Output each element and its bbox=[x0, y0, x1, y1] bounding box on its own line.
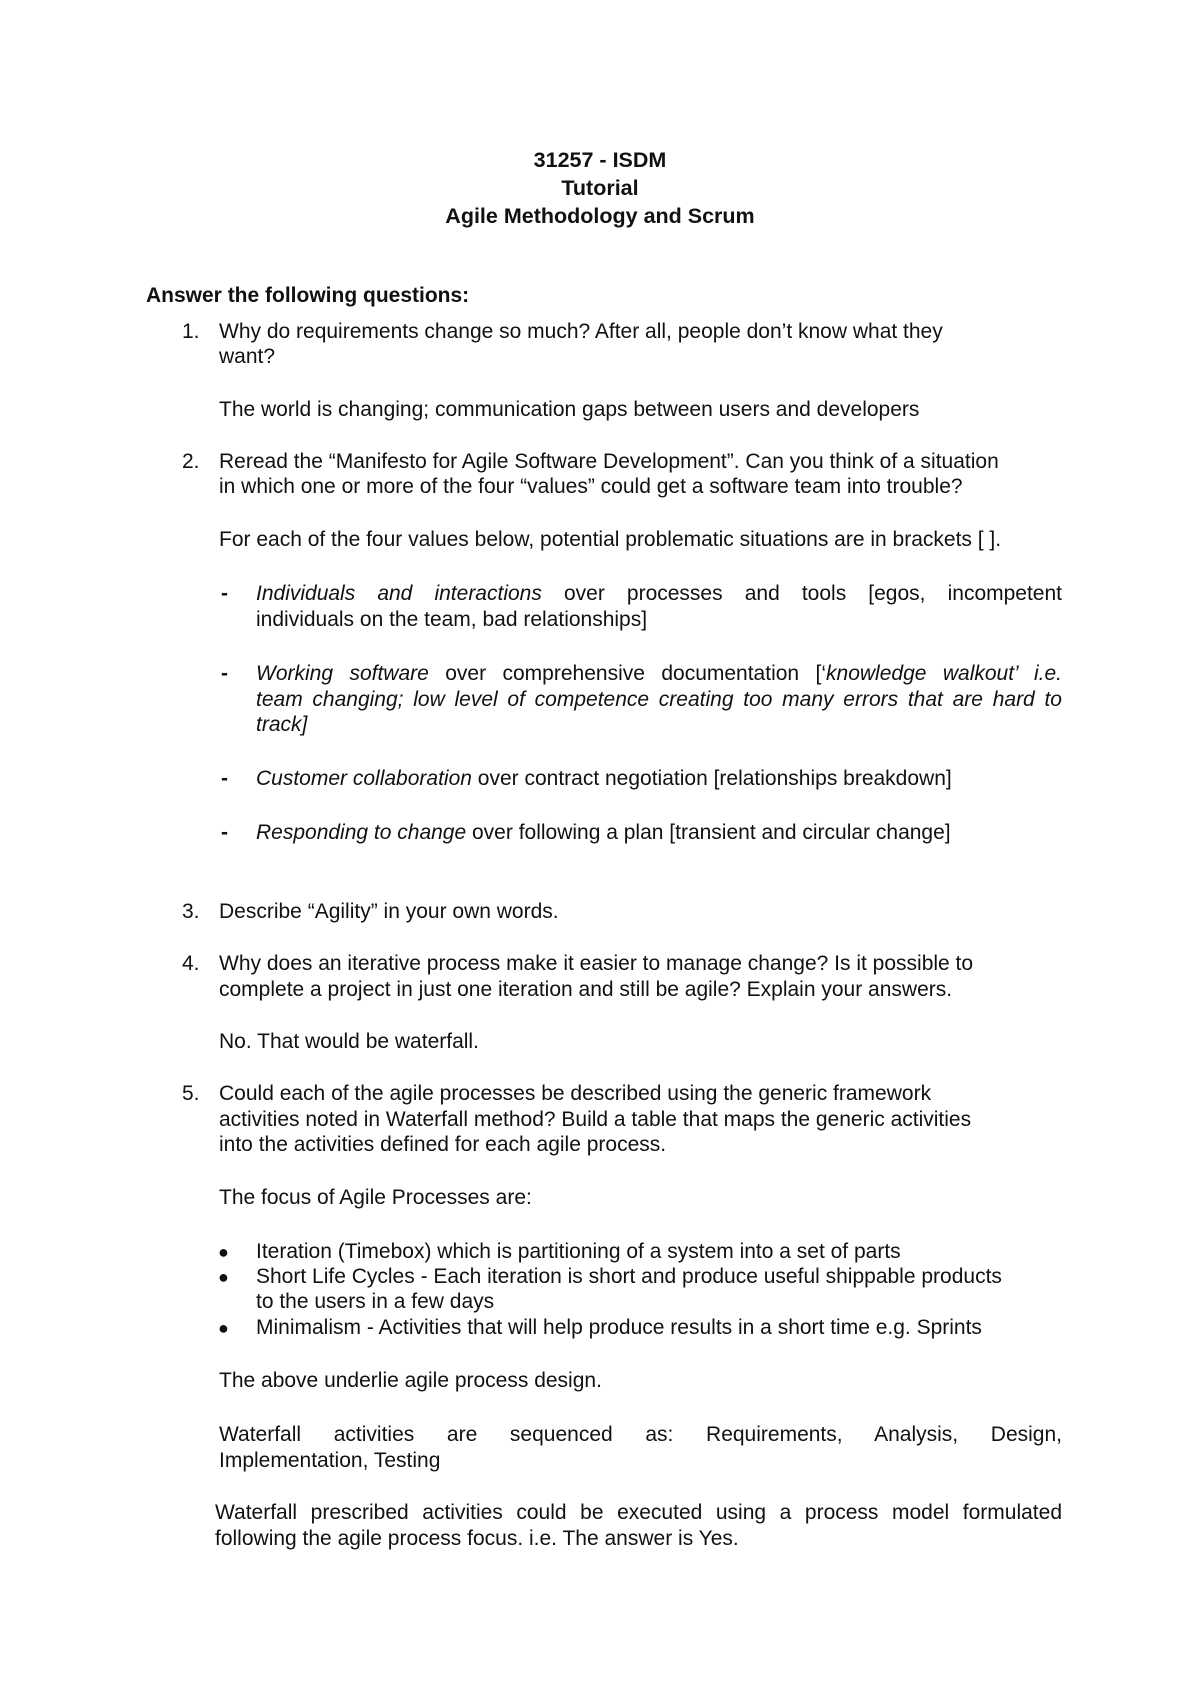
bullet-icon: ● bbox=[218, 1318, 229, 1338]
focus-item-minimalism: Minimalism - Activities that will help produce results in a short time e.g. Sprints bbox=[256, 1316, 982, 1339]
waterfall-sequence: Waterfall activities are sequenced as: Requirements, Analysis, Design, bbox=[219, 1423, 1062, 1446]
question-2-number: 2. bbox=[182, 450, 200, 473]
bullet-icon: ● bbox=[218, 1242, 229, 1262]
value-2-cont-2: track] bbox=[256, 713, 308, 736]
waterfall-sequence-cont: Implementation, Testing bbox=[219, 1449, 441, 1472]
question-4-text: Why does an iterative process make it easier to manage change? Is it possible to bbox=[219, 952, 974, 975]
dash-marker: - bbox=[221, 767, 228, 790]
question-3-number: 3. bbox=[182, 900, 200, 923]
answer-4: No. That would be waterfall. bbox=[219, 1030, 479, 1053]
value-4-term: Responding to change bbox=[256, 821, 467, 844]
question-5-number: 5. bbox=[182, 1082, 200, 1105]
instructions-heading: Answer the following questions: bbox=[146, 284, 470, 307]
dash-marker: - bbox=[221, 582, 228, 605]
question-1-text-cont: want? bbox=[219, 345, 276, 368]
design-note: The above underlie agile process design. bbox=[219, 1369, 602, 1392]
value-2-cont: team changing; low level of competence creating too many errors that are hard to bbox=[256, 688, 1062, 711]
value-1-cont: individuals on the team, bad relationships] bbox=[256, 608, 648, 631]
waterfall-conclusion: Waterfall prescribed activities could be executed using a process model formulated bbox=[215, 1501, 1062, 1524]
focus-item-short-cycles: Short Life Cycles - Each iteration is short and produce useful shippable products bbox=[256, 1265, 1002, 1288]
value-1-term: Individuals and interactions bbox=[256, 582, 542, 605]
agile-focus-intro: The focus of Agile Processes are: bbox=[219, 1186, 532, 1209]
course-code-title: 31257 - ISDM bbox=[533, 148, 667, 172]
answer-1: The world is changing; communication gaps between users and developers bbox=[219, 398, 920, 421]
question-3-text: Describe “Agility” in your own words. bbox=[219, 900, 559, 923]
value-2: Working software over comprehensive documentation [‘knowledge walkout’ i.e. bbox=[256, 662, 1063, 685]
focus-item-short-cycles-cont: to the users in a few days bbox=[256, 1290, 495, 1313]
question-2-text-cont: in which one or more of the four “values” could get a software team into trouble? bbox=[219, 475, 963, 498]
question-5-text-cont: activities noted in Waterfall method? Build a table that maps the generic activities bbox=[219, 1108, 972, 1131]
value-3-term: Customer collaboration bbox=[256, 767, 472, 790]
question-1-text: Why do requirements change so much? After all, people don’t know what they bbox=[219, 320, 943, 343]
question-4-number: 4. bbox=[182, 952, 200, 975]
focus-item-iteration: Iteration (Timebox) which is partitioning of a system into a set of parts bbox=[256, 1240, 901, 1263]
question-5-text: Could each of the agile processes be described using the generic framework bbox=[219, 1082, 932, 1105]
value-2-term: Working software bbox=[256, 662, 429, 685]
question-2-text: Reread the “Manifesto for Agile Software Development”. Can you think of a situation bbox=[219, 450, 999, 473]
dash-marker: - bbox=[221, 821, 228, 844]
bullet-icon: ● bbox=[218, 1267, 229, 1287]
question-1-number: 1. bbox=[182, 320, 200, 343]
value-4: Responding to change over following a plan [transient and circular change] bbox=[256, 821, 951, 844]
value-3: Customer collaboration over contract negotiation [relationships breakdown] bbox=[256, 767, 952, 790]
question-5-text-cont-2: into the activities defined for each agile process. bbox=[219, 1133, 667, 1156]
tutorial-title: Tutorial bbox=[561, 176, 639, 200]
waterfall-conclusion-cont: following the agile process focus. i.e. The answer is Yes. bbox=[215, 1527, 739, 1550]
answer-2-intro: For each of the four values below, potential problematic situations are in brackets [ ]. bbox=[219, 528, 1002, 551]
value-1: Individuals and interactions over processes and tools [egos, incompetent bbox=[256, 582, 1063, 605]
question-4-text-cont: complete a project in just one iteration and still be agile? Explain your answers. bbox=[219, 978, 953, 1001]
topic-title: Agile Methodology and Scrum bbox=[445, 204, 755, 228]
dash-marker: - bbox=[221, 662, 228, 685]
